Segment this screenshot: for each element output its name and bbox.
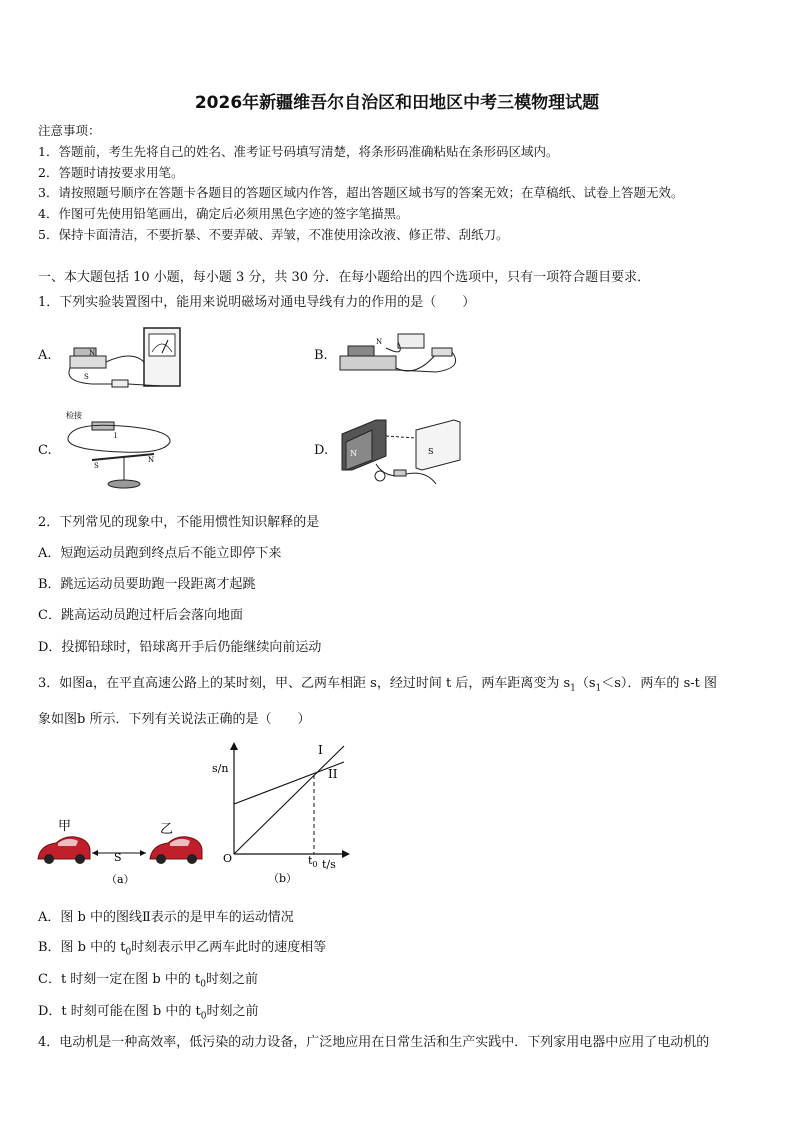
q3-stem-text: （s: [575, 676, 596, 691]
question-3-stem-line2: 象如图b 所示．下列有关说法正确的是（ ）: [38, 712, 311, 727]
svg-text:N: N: [376, 338, 383, 346]
question-1-stem: 1．下列实验装置图中，能用来说明磁场对通电导线有力的作用的是（ ）: [38, 295, 476, 310]
line-II-label: II: [328, 767, 338, 781]
line-I-label: I: [318, 743, 323, 757]
q1-option-c-label: C.: [38, 443, 52, 458]
page-title: 2026年新疆维吾尔自治区和田地区中考三模物理试题: [194, 93, 600, 113]
y-axis-label: s/n: [212, 762, 229, 775]
car-jia-icon: [38, 837, 90, 864]
car-yi-icon: [150, 837, 202, 864]
svg-text:S: S: [428, 447, 434, 456]
origin-label: O: [223, 852, 233, 865]
question-2-stem: 2．下列常见的现象中，不能用惯性知识解释的是: [38, 515, 320, 530]
notice-item: 3．请按照题号顺序在答题卡各题目的答题区域内作答，超出答题区域书写的答案无效；在草稿纸、试卷上答题无效。: [38, 185, 684, 200]
q2-option: A．短跑运动员跑到终点后不能立即停下来: [38, 546, 282, 561]
svg-text:S: S: [84, 373, 89, 381]
q1-figure-c: [62, 408, 176, 492]
svg-text:S: S: [94, 462, 99, 470]
q3-figure-a: [36, 815, 206, 889]
q3-option-d: [38, 1000, 258, 1022]
q3-option-text: A．图 b 中的图线Ⅱ表示的是甲车的运动情况: [38, 910, 294, 925]
q3-figure-b: [206, 738, 356, 890]
q3-option-text: 时刻之前: [206, 1004, 259, 1019]
q1-option-d-label: D.: [314, 443, 329, 458]
svg-text:N: N: [89, 349, 96, 357]
notice-item: 5．保持卡面清洁，不要折暴、不要弄破、弄皱，不准使用涂改液、修正带、刮纸刀。: [38, 227, 509, 242]
svg-text:I: I: [114, 432, 117, 440]
q3-option-text: D．t 时刻可能在图 b 中的 t: [38, 1004, 201, 1019]
section-heading: 一、本大题包括 10 小题，每小题 3 分，共 30 分．在每小题给出的四个选项中，只有一项符合题目要求．: [38, 270, 651, 285]
q3-option-text: C．t 时刻一定在图 b 中的 t: [38, 972, 201, 987]
line-I: [234, 746, 344, 854]
svg-text:N: N: [350, 449, 357, 458]
q2-option: B．跳远运动员要助跑一段距离才起跳: [38, 577, 256, 592]
q3-stem-sub: 1: [595, 683, 602, 694]
svg-text:N: N: [148, 456, 155, 464]
question-4-stem: 4．电动机是一种高效率，低污染的动力设备，广泛地应用在日常生活和生产实践中．下列家用电器中应用了电动机的: [38, 1035, 710, 1050]
car-yi-label: 乙: [160, 822, 174, 837]
q1-figure-c-label: 检接: [66, 411, 82, 420]
q2-option: C．跳高运动员跑过杆后会落向地面: [38, 608, 243, 623]
q3-stem-text: ＜s）．两车的 s-t 图: [601, 676, 717, 691]
car-jia-label: 甲: [58, 819, 72, 834]
q3-option-b: [38, 936, 326, 958]
q3-option-text: B．图 b 中的 t: [38, 940, 126, 955]
caption-a: （a）: [106, 873, 135, 886]
t0-label: $t_0$: [308, 854, 318, 869]
notice-item: 2．答题时请按要求用笔。: [38, 165, 184, 180]
q2-option: D．投掷铅球时，铅球离开手后仍能继续向前运动: [38, 640, 322, 655]
q3-option-sub: 0: [200, 1011, 207, 1022]
caption-b: （b）: [268, 872, 298, 885]
q3-option-c: [38, 968, 258, 990]
q3-option-sub: 0: [125, 947, 132, 958]
notice-heading: 注意事项：: [38, 123, 101, 138]
q3-option-a: [38, 906, 294, 925]
q3-option-sub: 0: [200, 979, 206, 990]
q3-stem-sub: 1: [570, 683, 576, 694]
question-3-stem: [38, 672, 717, 694]
q1-figure-a: [62, 322, 184, 394]
x-axis-label: t/s: [322, 858, 336, 871]
notice-item: 1．答题前，考生先将自己的姓名、准考证号码填写清楚，将条形码准确粘贴在条形码区域内。: [38, 144, 559, 159]
q3-option-text: 时刻之前: [205, 972, 258, 987]
notice-item: 4．作图可先使用铅笔画出，确定后必须用黑色字迹的签字笔描黑。: [38, 206, 409, 221]
q3-option-text: 时刻表示甲乙两车此时的速度相等: [131, 940, 327, 955]
q1-option-a-label: A.: [38, 348, 52, 363]
distance-label: S: [114, 851, 122, 864]
q1-figure-b: [336, 328, 466, 380]
q1-option-b-label: B.: [314, 348, 328, 363]
q3-stem-text: 3．如图a，在平直高速公路上的某时刻，甲、乙两车相距 s，经过时间 t 后，两车距离变为 s: [38, 676, 571, 691]
q1-figure-d: [336, 414, 466, 490]
